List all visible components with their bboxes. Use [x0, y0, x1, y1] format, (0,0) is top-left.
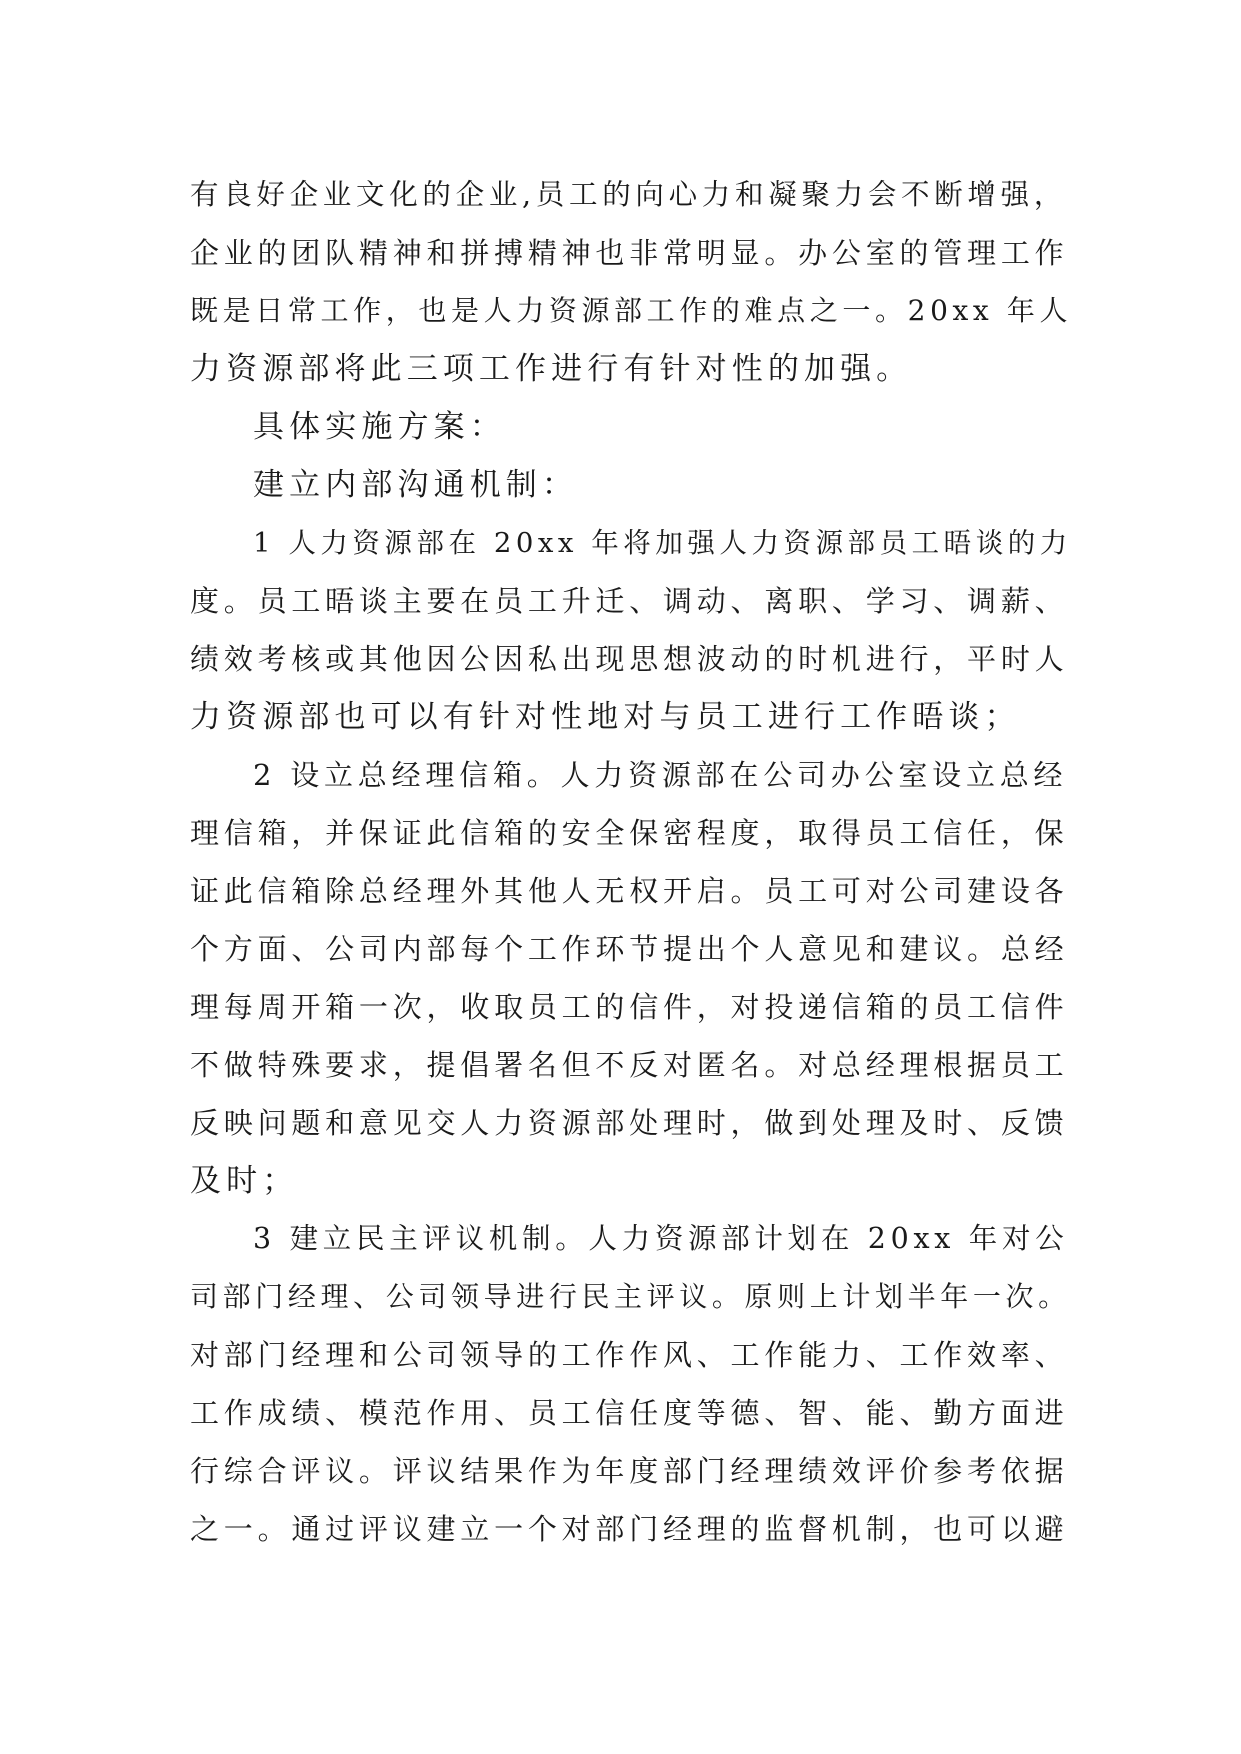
text-line: 不做特殊要求，提倡署名但不反对匿名。对总经理根据员工 — [190, 1048, 1069, 1082]
text-line: 绩效考核或其他因公因私出现思想波动的时机进行，平时人 — [190, 642, 1069, 676]
section-heading: 具体实施方案： — [253, 409, 506, 445]
text-line: 3 建立民主评议机制。人力资源部计划在 20xx 年对公 — [253, 1222, 1069, 1255]
text-line: 对部门经理和公司领导的工作作风、工作能力、工作效率、 — [190, 1338, 1069, 1372]
text-line: 工作成绩、模范作用、员工信任度等德、智、能、勤方面进 — [190, 1396, 1069, 1430]
text-line: 及时； — [190, 1163, 299, 1199]
text-line: 反映问题和意见交人力资源部处理时，做到处理及时、反馈 — [190, 1106, 1069, 1140]
text-line: 个方面、公司内部每个工作环节提出个人意见和建议。总经 — [190, 932, 1069, 966]
text-line: 行综合评议。评议结果作为年度部门经理绩效评价参考依据 — [190, 1454, 1069, 1488]
text-line: 1 人力资源部在 20xx 年将加强人力资源部员工晤谈的力 — [253, 527, 1072, 559]
text-line: 有良好企业文化的企业,员工的向心力和凝聚力会不断增强， — [190, 178, 1068, 211]
text-line: 理信箱，并保证此信箱的安全保密程度，取得员工信任，保 — [190, 816, 1069, 850]
text-line: 力资源部将此三项工作进行有针对性的加强。 — [190, 351, 913, 387]
text-line: 2 设立总经理信箱。人力资源部在公司办公室设立总经 — [253, 758, 1068, 792]
text-line: 之一。通过评议建立一个对部门经理的监督机制，也可以避 — [190, 1512, 1069, 1546]
text-line: 企业的团队精神和拼搏精神也非常明显。办公室的管理工作 — [190, 236, 1069, 270]
text-line: 度。员工晤谈主要在员工升迁、调动、离职、学习、调薪、 — [190, 584, 1069, 618]
text-line: 理每周开箱一次，收取员工的信件，对投递信箱的员工信件 — [190, 990, 1069, 1024]
section-heading: 建立内部沟通机制： — [253, 467, 579, 503]
text-line: 司部门经理、公司领导进行民主评议。原则上计划半年一次。 — [190, 1280, 1071, 1313]
text-line: 力资源部也可以有针对性地对与员工进行工作晤谈； — [190, 699, 1021, 735]
text-line: 既是日常工作，也是人力资源部工作的难点之一。20xx 年人 — [190, 294, 1073, 327]
text-line: 证此信箱除总经理外其他人无权开启。员工可对公司建设各 — [190, 874, 1069, 908]
